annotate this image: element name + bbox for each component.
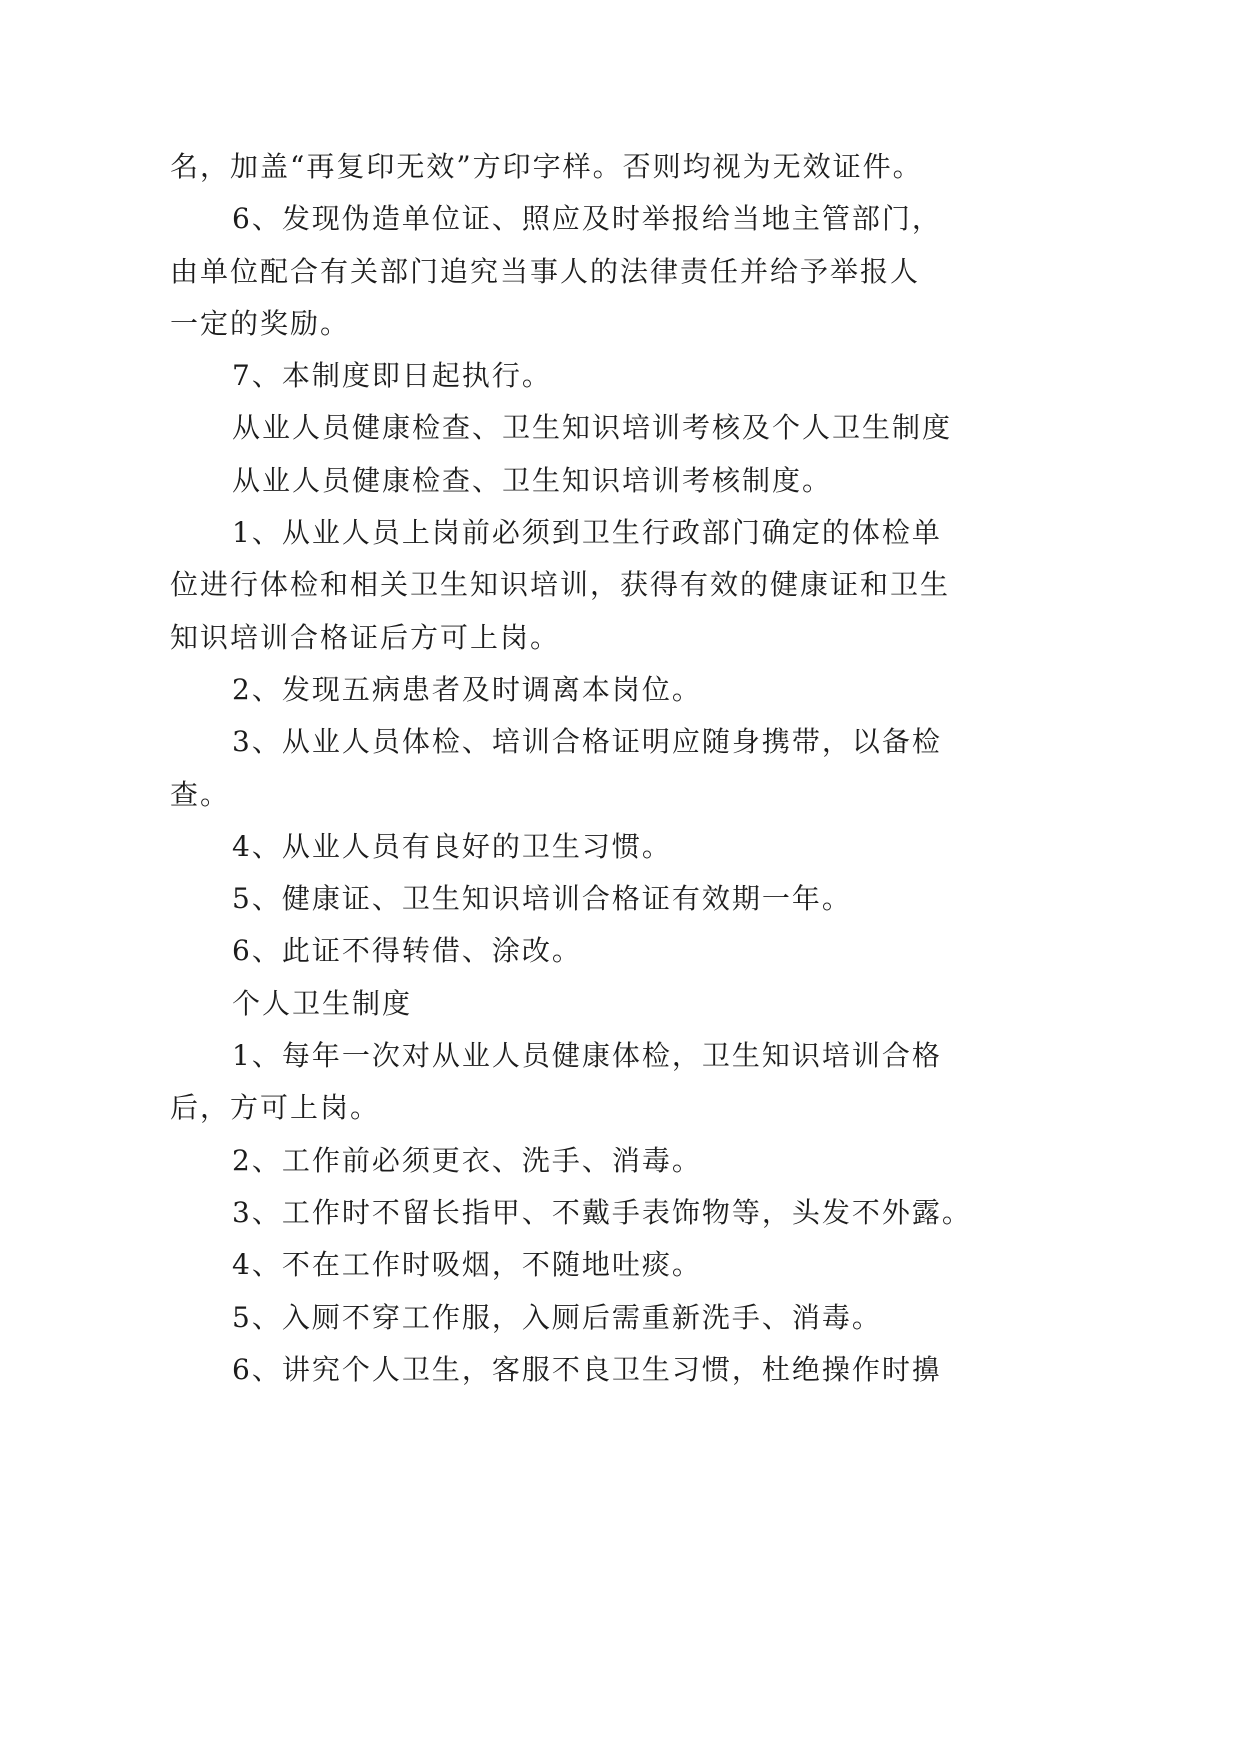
paragraph-item-1 [170, 507, 1030, 664]
text-line: 3、工作时不留长指甲、不戴手表饰物等，头发不外露。 [232, 1195, 972, 1229]
text-line: 6、发现伪造单位证、照应及时举报给当地主管部门， [232, 202, 942, 236]
text-line: 5、入厕不穿工作服，入厕后需重新洗手、消毒。 [232, 1300, 882, 1334]
paragraph-item-5 [170, 1292, 1030, 1344]
text-line: 查。 [170, 777, 231, 811]
paragraph-item-2 [170, 1135, 1030, 1187]
text-line: 知识培训合格证后方可上岗。 [170, 620, 561, 654]
paragraph-item-4 [170, 821, 1030, 873]
paragraph-item-4 [170, 1239, 1030, 1291]
section-title [170, 402, 1030, 454]
text-line: 4、从业人员有良好的卫生习惯。 [232, 829, 672, 863]
text-line: 5、健康证、卫生知识培训合格证有效期一年。 [232, 882, 852, 916]
document-body [170, 141, 1030, 1396]
text-line: 1、每年一次对从业人员健康体检，卫生知识培训合格 [232, 1039, 942, 1073]
text-line: 由单位配合有关部门追究当事人的法律责任并给予举报人 [170, 254, 921, 288]
paragraph-item-6 [170, 925, 1030, 977]
section-title [170, 978, 1030, 1030]
paragraph-item-5 [170, 873, 1030, 925]
paragraph-item-7 [170, 350, 1030, 402]
text-line: 从业人员健康检查、卫生知识培训考核制度。 [232, 463, 833, 497]
paragraph-item-2 [170, 664, 1030, 716]
paragraph-item-3 [170, 716, 1030, 821]
text-line: 位进行体检和相关卫生知识培训，获得有效的健康证和卫生 [170, 568, 951, 602]
text-line: 个人卫生制度 [232, 986, 413, 1020]
text-line: 4、不在工作时吸烟，不随地吐痰。 [232, 1248, 702, 1282]
text-line: 6、讲究个人卫生，客服不良卫生习惯，杜绝操作时擤 [232, 1352, 942, 1386]
paragraph-item-3 [170, 1187, 1030, 1239]
text-line: 后，方可上岗。 [170, 1091, 381, 1125]
text-line: 3、从业人员体检、培训合格证明应随身携带，以备检 [232, 725, 942, 759]
text-line: 名，加盖“再复印无效”方印字样。否则均视为无效证件。 [170, 150, 923, 183]
text-line: 2、工作前必须更衣、洗手、消毒。 [232, 1143, 702, 1177]
text-line: 2、发现五病患者及时调离本岗位。 [232, 672, 702, 706]
text-line: 一定的奖励。 [170, 306, 351, 340]
text-line: 6、此证不得转借、涂改。 [232, 934, 582, 968]
paragraph-item-6 [170, 193, 1030, 350]
text-line: 1、从业人员上岗前必须到卫生行政部门确定的体检单 [232, 516, 942, 550]
paragraph-item-1 [170, 1030, 1030, 1135]
text-line: 7、本制度即日起执行。 [232, 359, 552, 393]
paragraph-item-6 [170, 1344, 1030, 1396]
section-title [170, 455, 1030, 507]
text-line: 从业人员健康检查、卫生知识培训考核及个人卫生制度 [232, 411, 953, 445]
paragraph-continued [170, 141, 1030, 193]
